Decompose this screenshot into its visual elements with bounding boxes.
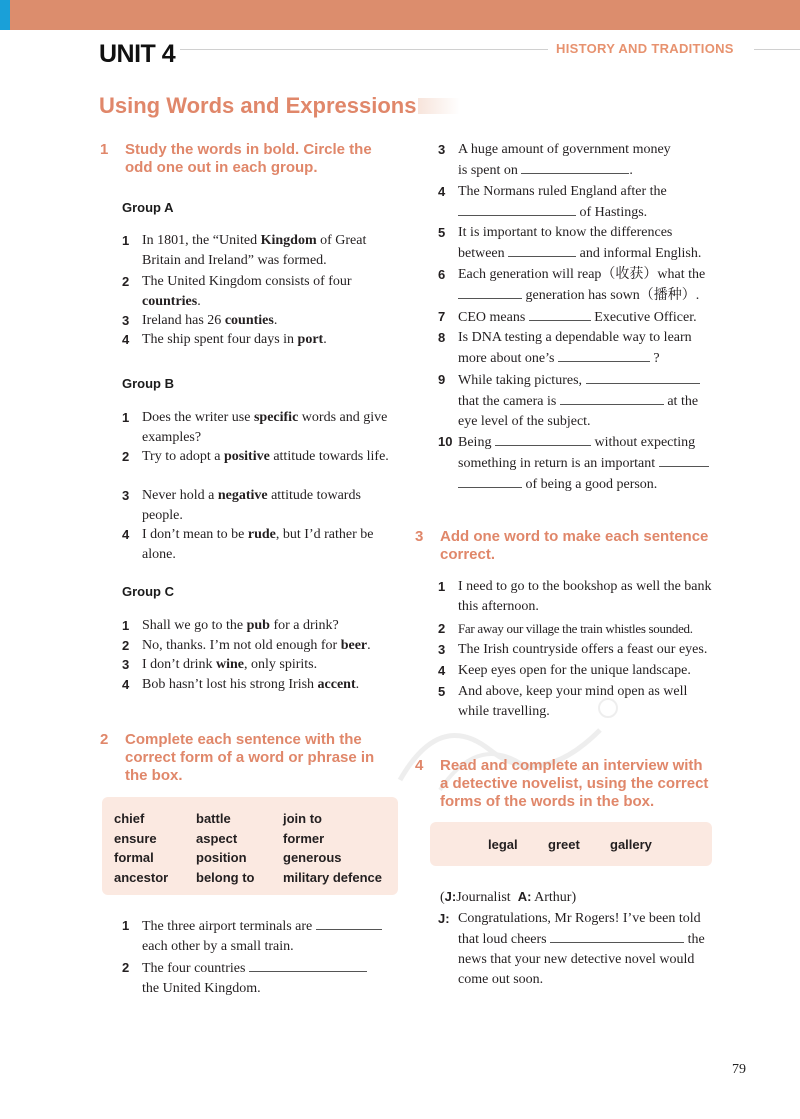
top-color-bar	[0, 0, 800, 30]
answer-blank[interactable]	[249, 958, 367, 972]
box-word: ensure	[114, 831, 157, 846]
list-item: 3 I don’t drink wine, only spirits.	[122, 657, 318, 672]
exercise-3-heading	[415, 528, 715, 564]
box-word: position	[196, 850, 247, 865]
unit-subtitle: HISTORY AND TRADITIONS	[556, 41, 734, 56]
exercise-number: 1	[100, 141, 109, 158]
dialogue-line: J: Congratulations, Mr Rogers! I’ve been told that loud cheers the news that your new detective novel would come out soon.	[438, 911, 705, 987]
answer-blank[interactable]	[550, 929, 684, 943]
answer-blank[interactable]	[586, 370, 700, 384]
answer-blank[interactable]	[521, 160, 629, 174]
list-item: 7 CEO means Executive Officer.	[438, 309, 697, 325]
answer-blank[interactable]	[659, 453, 709, 467]
exercise-number: 2	[100, 731, 109, 748]
box-word: ancestor	[114, 870, 169, 885]
unit-title: UNIT 4	[99, 40, 176, 68]
list-item: 5 It is important to know the differences between and informal English.	[438, 225, 702, 261]
box-word: gallery	[610, 837, 652, 852]
blue-edge-tab	[0, 0, 10, 30]
list-item: 3 The Irish countryside offers a feast our eyes.	[438, 642, 708, 657]
exercise-title: Add one word to make each sentence correct.	[440, 528, 709, 563]
list-item: 1 Shall we go to the pub for a drink?	[122, 618, 339, 633]
list-item: 1 The three airport terminals are each other by a small train.	[122, 916, 402, 957]
answer-blank[interactable]	[529, 307, 591, 321]
list-item: 1 Does the writer use specific words and give examples?	[122, 410, 388, 445]
answer-blank[interactable]	[458, 202, 576, 216]
list-item: 2 No, thanks. I’m not old enough for beer.	[122, 638, 371, 653]
box-word: chief	[114, 811, 145, 826]
list-item: 4 The ship spent four days in port.	[122, 332, 327, 347]
exercise-title: Read and complete an interview with a detective novelist, using the correct forms of the words in the box.	[440, 757, 709, 810]
list-item: 4 I don’t mean to be rude, but I’d rather be alone.	[122, 527, 374, 562]
list-item: 3 Never hold a negative attitude towards people.	[122, 488, 361, 523]
title-decoration	[418, 98, 460, 114]
list-item: 4 The Normans ruled England after the of Hastings.	[438, 184, 667, 220]
list-item: 5 And above, keep your mind open as well while travelling.	[438, 684, 688, 719]
list-item: 3 Ireland has 26 counties.	[122, 313, 278, 328]
exercise-4-heading	[415, 757, 715, 811]
header-rule-right	[754, 49, 800, 50]
answer-blank[interactable]	[458, 474, 522, 488]
list-item: 4 Bob hasn’t lost his strong Irish accent.	[122, 677, 360, 692]
box-word: legal	[488, 837, 518, 852]
box-word: generous	[283, 850, 342, 865]
exercise-1-heading	[100, 141, 400, 177]
list-item: 9 While taking pictures, that the camera is at the eye level of the subject.	[438, 372, 699, 429]
header-rule-left	[180, 49, 548, 50]
section-title: Using Words and Expressions	[99, 93, 417, 118]
list-item: 2 Try to adopt a positive attitude towards life.	[122, 449, 389, 464]
exercise-number: 4	[415, 757, 424, 774]
box-word: belong to	[196, 870, 255, 885]
box-word: greet	[548, 837, 580, 852]
group-label: Group A	[122, 200, 174, 215]
answer-blank[interactable]	[458, 285, 522, 299]
list-item: 3 A huge amount of government money is spent on .	[438, 142, 671, 178]
list-item: 10 Being without expecting something in return is an important of being a good person.	[438, 432, 713, 495]
group-label: Group C	[122, 584, 174, 599]
answer-blank[interactable]	[316, 916, 382, 930]
list-item: 2 Far away our village the train whistles sounded.	[438, 621, 693, 636]
word-box	[102, 797, 398, 895]
box-word: join to	[283, 811, 322, 826]
box-word: former	[283, 831, 325, 846]
answer-blank[interactable]	[495, 432, 591, 446]
exercise-number: 3	[415, 528, 424, 545]
word-box	[430, 822, 712, 866]
list-item: 8 Is DNA testing a dependable way to learn more about one’s ?	[438, 330, 692, 366]
list-item: 4 Keep eyes open for the unique landscape.	[438, 663, 691, 678]
exercise-title: Study the words in bold. Circle the odd one out in each group.	[125, 141, 372, 176]
list-item: 1 I need to go to the bookshop as well the bank this afternoon.	[438, 579, 712, 614]
list-item: 2 The four countries the United Kingdom.	[122, 958, 402, 999]
roles-line: (J:Journalist A: Arthur)	[440, 889, 577, 905]
answer-blank[interactable]	[560, 391, 664, 405]
answer-blank[interactable]	[508, 243, 576, 257]
answer-blank[interactable]	[558, 348, 650, 362]
page-number: 79	[732, 1062, 746, 1077]
box-word: formal	[114, 850, 154, 865]
box-word: battle	[196, 811, 231, 826]
box-word: aspect	[196, 831, 238, 846]
exercise-title: Complete each sentence with the correct form of a word or phrase in the box.	[125, 731, 375, 784]
box-word: military defence	[283, 870, 382, 885]
list-item: 2 The United Kingdom consists of four countries.	[122, 274, 352, 309]
group-label: Group B	[122, 376, 174, 391]
list-item: 1 In 1801, the “United Kingdom of Great Britain and Ireland” was formed.	[122, 233, 367, 268]
list-item: 6 Each generation will reap（收获）what the generation has sown（播种）.	[438, 267, 706, 303]
exercise-2-heading	[100, 731, 400, 785]
